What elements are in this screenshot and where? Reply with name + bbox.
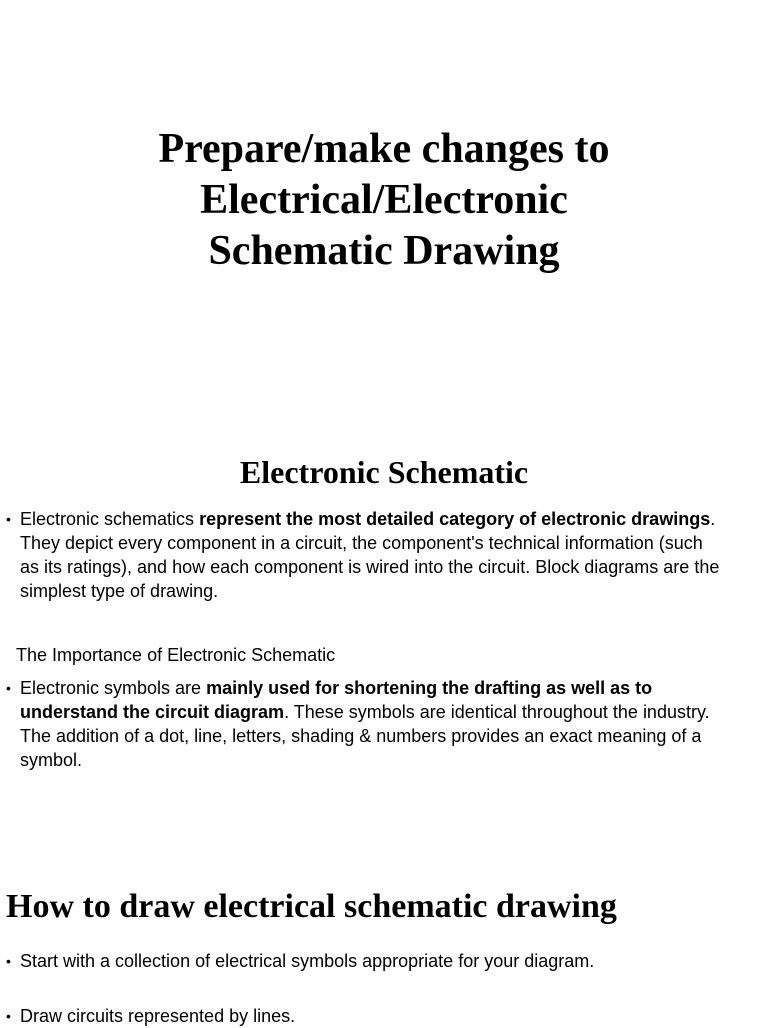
how-to-step	[6, 1004, 726, 1028]
how-to-step-text: Start with a collection of electrical symbols appropriate for your diagram.	[20, 951, 595, 971]
bullet-glyph: •	[6, 511, 11, 527]
bullet-text-bold: represent the most detailed category of electronic drawings	[199, 509, 711, 529]
how-to-heading: How to draw electrical schematic drawing	[6, 888, 617, 925]
page-title-line-3: Schematic Drawing	[208, 228, 560, 274]
page-title-line-1: Prepare/make changes to	[158, 126, 610, 172]
bullet-text-post: . They depict every component in a circuit, the component's technical information (such as its ratings), and how each component is wired into the circuit. Block diagrams are the simplest type of drawing.	[20, 509, 720, 601]
section-heading: Electronic Schematic	[239, 454, 529, 490]
importance-bullet	[6, 676, 726, 772]
bullet-glyph: •	[6, 680, 11, 696]
how-to-step	[6, 949, 646, 973]
bullet-glyph: •	[6, 953, 11, 969]
bullet-text-post: . These symbols are identical throughout the industry. The addition of a dot, line, letters, shading & numbers provides an exact meaning of a symbol.	[20, 702, 710, 770]
how-to-step-text: Draw circuits represented by lines.	[20, 1006, 296, 1026]
bullet-glyph: •	[6, 1008, 11, 1024]
schematic-description-bullet	[6, 507, 726, 603]
bullet-text-bold: mainly used for shortening the drafting as well as to understand the circuit diagram	[20, 678, 653, 722]
page-title	[0, 124, 768, 277]
page-title-line-2: Electrical/Electronic	[200, 177, 568, 223]
importance-subheading: The Importance of Electronic Schematic	[16, 645, 336, 665]
bullet-text-pre: Electronic symbols are	[20, 678, 207, 698]
bullet-text-pre: Electronic schematics	[20, 509, 200, 529]
